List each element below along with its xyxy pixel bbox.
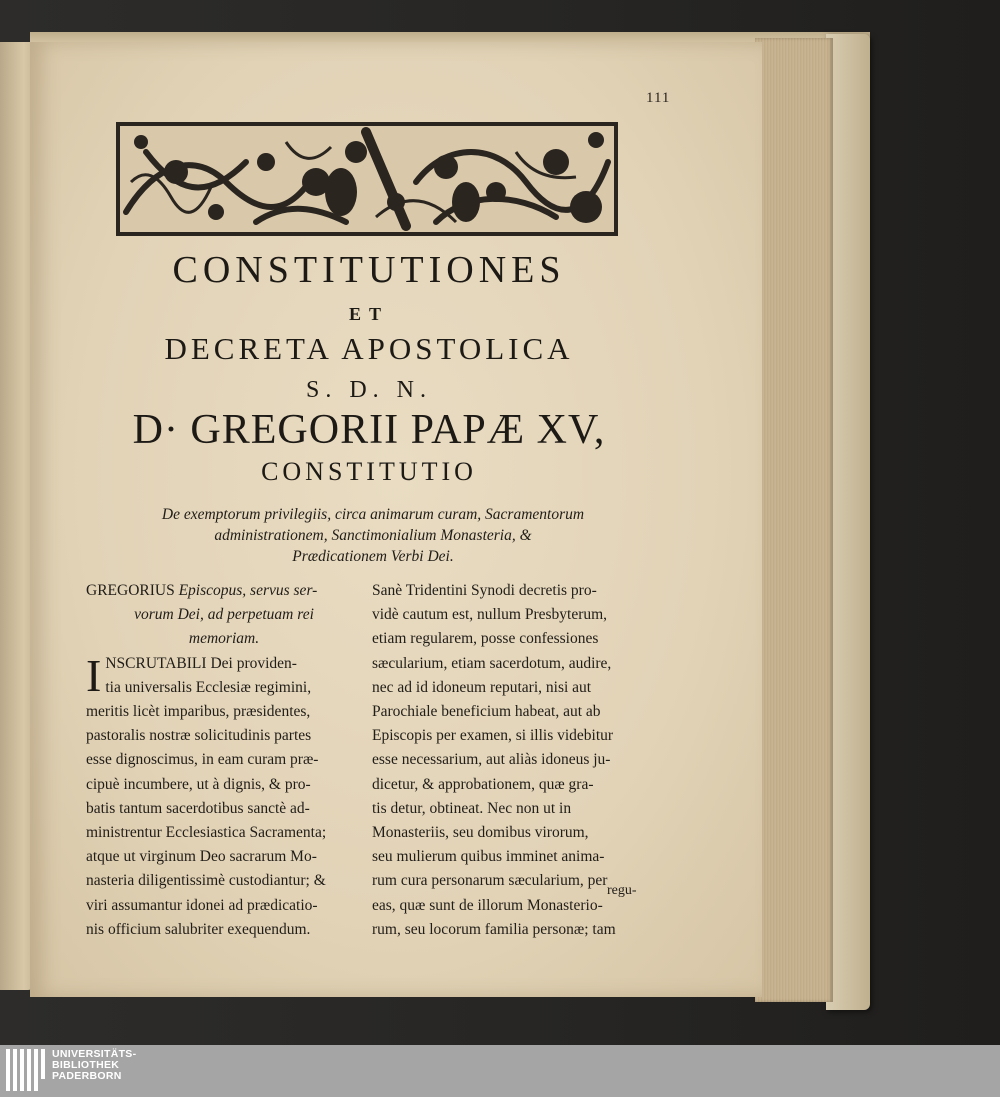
body-line: viri assumantur idonei ad prædicatio- xyxy=(86,896,318,914)
page-fore-edge xyxy=(755,38,833,1002)
intro-name: GREGORIUS xyxy=(86,582,175,599)
body-line: seu mulierum quibus imminet anima- xyxy=(372,848,605,866)
intro-line xyxy=(86,579,362,603)
body-line: eas, quæ sunt de illorum Monasterio- xyxy=(372,896,603,914)
body-line: esse dignoscimus, in eam curam præ- xyxy=(86,751,319,769)
body-line: vidè cautum est, nullum Presbyterum, xyxy=(372,606,608,624)
body-line: etiam regularem, posse confessiones xyxy=(372,630,599,648)
title-decreta-apostolica: DECRETA APOSTOLICA xyxy=(164,331,574,366)
body-line: batis tantum sacerdotibus sanctè ad- xyxy=(86,799,310,817)
intro-line: memoriam. xyxy=(188,630,260,648)
body-line: Episcopis per examen, si illis videbitur xyxy=(372,727,614,745)
body-line: nis officium salubriter exequendum. xyxy=(86,920,311,938)
intro-line1-rest: Episcopus, servus ser- xyxy=(178,582,318,599)
body-line: NSCRUTABILI Dei providen- xyxy=(105,654,297,672)
title-gregorii-papae: D· GREGORII PAPÆ XV, xyxy=(132,407,606,453)
body-line: cipuè incumbere, ut à dignis, & pro- xyxy=(86,775,311,793)
library-footer xyxy=(0,1045,1000,1097)
library-name-line: PADERBORN xyxy=(52,1070,122,1082)
title-et: ET xyxy=(348,304,389,324)
catchword: regu- xyxy=(607,883,637,898)
subtitle xyxy=(92,504,654,567)
body-line: nasteria diligentissimè custodiantur; & xyxy=(86,872,326,890)
left-column xyxy=(86,579,362,942)
subtitle-line: Prædicationem Verbi Dei. xyxy=(292,548,454,565)
body-line: rum, seu locorum familia personæ; tam xyxy=(372,920,616,938)
title-constitutio: CONSTITUTIO xyxy=(261,457,477,486)
subtitle-line: De exemptorum privilegiis, circa animarum curam, Sacramentorum xyxy=(161,506,585,523)
body-line: tia universalis Ecclesiæ regimini, xyxy=(105,678,312,696)
body-line: atque ut virginum Deo sacrarum Mo- xyxy=(86,848,317,866)
woodcut-ornament-image xyxy=(116,122,618,236)
body-line: nec ad id idoneum reputari, nisi aut xyxy=(372,678,592,696)
library-name-line: BIBLIOTHEK xyxy=(52,1059,120,1071)
subtitle-line: administrationem, Sanctimonialium Monasteria, & xyxy=(214,527,532,544)
body-line: Monasteriis, seu domibus virorum, xyxy=(372,824,589,842)
drop-cap: I xyxy=(86,649,102,701)
body-line: Sanè Tridentini Synodi decretis pro- xyxy=(372,582,597,599)
left-page-edge xyxy=(0,42,34,990)
body-line: sæcularium, etiam sacerdotum, audire, xyxy=(372,654,612,672)
library-name xyxy=(52,1049,136,1082)
body-line: tis detur, obtineat. Nec non ut in xyxy=(372,799,572,817)
page-number: 111 xyxy=(646,90,671,106)
body-line: ministrentur Ecclesiastica Sacramenta; xyxy=(86,824,327,842)
body-line: dicetur, & approbationem, quæ gra- xyxy=(372,775,594,793)
library-logo-icon xyxy=(6,1049,46,1091)
body-line: pastoralis nostræ solicitudinis partes xyxy=(86,727,312,745)
body-line: Parochiale beneficium habeat, aut ab xyxy=(372,703,601,721)
book-page xyxy=(30,42,762,997)
body-line: rum cura personarum sæcularium, per xyxy=(372,872,608,890)
intro-line: vorum Dei, ad perpetuam rei xyxy=(134,606,314,624)
body-line: esse necessarium, aut aliàs idoneus ju- xyxy=(372,751,611,769)
library-name-line: UNIVERSITÄTS- xyxy=(52,1048,137,1060)
title-sdn: S. D. N. xyxy=(305,377,432,403)
body-line: meritis licèt imparibus, præsidentes, xyxy=(86,703,311,721)
title-constitutiones: CONSTITUTIONES xyxy=(172,249,566,291)
